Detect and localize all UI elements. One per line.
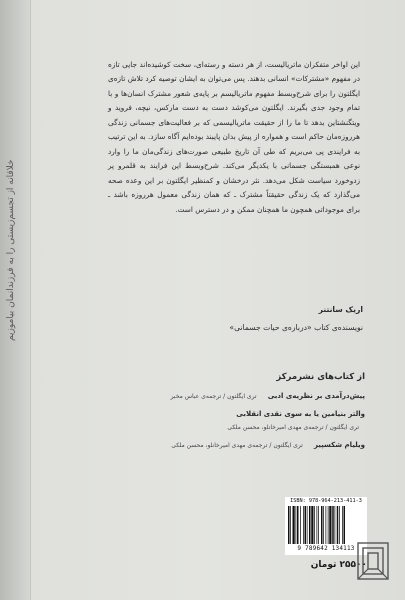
book-title: والتر بنیامین یا به سوی نقدی انقلابی: [236, 410, 365, 418]
book-title: ویلیام شکسپیر: [313, 441, 365, 449]
book-item: [170, 437, 365, 451]
attribution-name: اریک سانتنر: [318, 305, 363, 314]
spine-band: [0, 0, 31, 600]
publisher-logo-icon: [357, 542, 389, 580]
book-title: پیش‌درآمدی بر نظریه‌ی ادبی: [267, 392, 365, 400]
barcode-digits: 9 789642 134113: [297, 545, 355, 552]
price-label: ۲۵۵۰۰ تومان: [310, 560, 367, 570]
related-books-heading: از کتاب‌های نشرمرکز: [276, 372, 365, 382]
attribution-role: نویسنده‌ی کتاب «درباره‌ی حیات جسمانی»: [229, 323, 363, 332]
book-credit: تری ایگلتون / ترجمه‌ی عباس مخبر: [170, 393, 257, 400]
book-credit: تری ایگلتون / ترجمه‌ی مهدی امیرخانلو، محسن ملکی: [227, 424, 359, 431]
barcode-icon: [288, 506, 364, 544]
book-item: [170, 406, 365, 433]
blurb-text: [108, 58, 360, 217]
book-credit: تری ایگلتون / ترجمه‌ی مهدی امیرخانلو، محسن ملکی: [171, 442, 303, 449]
blurb-paragraph: این اواخر متفکران ماتریالیست، از هر دسته و رسته‌ای، سخت کوشیده‌اند جایی تازه در مفهوم «مشترکات» انسانی بدهند. پس می‌توان به ایشان توصیه کرد تلاش تازه‌ی ایگلتون را برای شرح‌وبسط مفهوم ماتریالیسم بر پایه‌ی شعور مشترک انسان‌ها و با تمام وجود جدی بگیرند. ایگلتون می‌کوشد دست به دست مارکس، نیچه، فروید و ویتگنشتاین بدهد تا ما را از حقیقت ماتریالیسمی که بر فعالیت‌های جسمانی زندگی هرروزه‌مان حاکم است و همواره از پیش بدان پایبند بوده‌ایم آگاه سازد. به این ترتیب به فرایندی پی می‌بریم که طی آن تاریخ طبیعی صورت‌های زندگی‌مان ما را وارد نوعی همبستگی جسمانی با یکدیگر می‌کند. شرح‌وبسط این فرایند به قلمرو پر زدوخورد سیاست شکل می‌دهد. نثر درخشان و کمنظیر ایگلتون بر این وعده صحه می‌گذارد که یک زندگی حقیقتاً مشترک ـ که همان زندگی معمول هرروزه باشد ـ برای موجوداتی همچون ما همچنان ممکن و در دسترس است.: [108, 60, 360, 214]
isbn-barcode-block: [285, 497, 367, 555]
isbn-label: ISBN: 978-964-213-411-3: [290, 498, 362, 504]
blurb-attribution: [120, 305, 363, 332]
book-item: [170, 388, 365, 402]
related-books: [170, 372, 365, 455]
spine-text: خلاقانه از تجسم‌زیستی را به فرزندانمان بیاموزیم: [6, 159, 16, 341]
